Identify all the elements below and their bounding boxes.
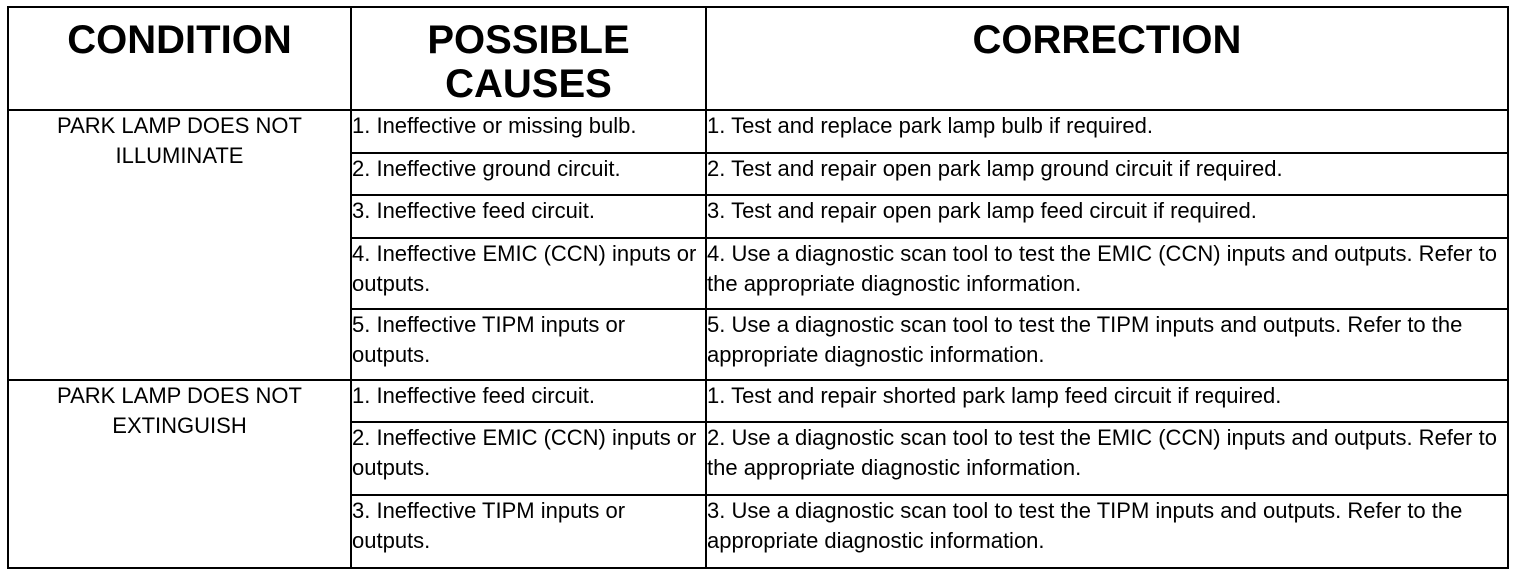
- condition-cell: PARK LAMP DOES NOT EXTINGUISH: [8, 380, 351, 568]
- correction-cell: 1. Test and replace park lamp bulb if required.: [706, 110, 1508, 153]
- correction-cell: 4. Use a diagnostic scan tool to test the EMIC (CCN) inputs and outputs. Refer to the appropriate diagnostic information.: [706, 238, 1508, 309]
- correction-cell: 1. Test and repair shorted park lamp feed circuit if required.: [706, 380, 1508, 422]
- correction-cell: 3. Use a diagnostic scan tool to test the TIPM inputs and outputs. Refer to the appropriate diagnostic information.: [706, 495, 1508, 568]
- cause-cell: 4. Ineffective EMIC (CCN) inputs or outputs.: [351, 238, 706, 309]
- cause-cell: 3. Ineffective TIPM inputs or outputs.: [351, 495, 706, 568]
- correction-cell: 5. Use a diagnostic scan tool to test the TIPM inputs and outputs. Refer to the appropriate diagnostic information.: [706, 309, 1508, 380]
- cause-cell: 2. Ineffective ground circuit.: [351, 153, 706, 195]
- diagnosis-table: [7, 6, 1509, 569]
- table-row: [8, 380, 1508, 422]
- condition-cell: PARK LAMP DOES NOT ILLUMINATE: [8, 110, 351, 380]
- cause-cell: 3. Ineffective feed circuit.: [351, 195, 706, 238]
- table-row: [8, 110, 1508, 153]
- header-condition: CONDITION: [8, 7, 351, 110]
- correction-cell: 2. Use a diagnostic scan tool to test the EMIC (CCN) inputs and outputs. Refer to the appropriate diagnostic information.: [706, 422, 1508, 495]
- header-row: [8, 7, 1508, 110]
- header-correction: CORRECTION: [706, 7, 1508, 110]
- cause-cell: 5. Ineffective TIPM inputs or outputs.: [351, 309, 706, 380]
- cause-cell: 1. Ineffective or missing bulb.: [351, 110, 706, 153]
- correction-cell: 2. Test and repair open park lamp ground circuit if required.: [706, 153, 1508, 195]
- cause-cell: 1. Ineffective feed circuit.: [351, 380, 706, 422]
- correction-cell: 3. Test and repair open park lamp feed circuit if required.: [706, 195, 1508, 238]
- cause-cell: 2. Ineffective EMIC (CCN) inputs or outputs.: [351, 422, 706, 495]
- header-possible-causes: POSSIBLE CAUSES: [351, 7, 706, 110]
